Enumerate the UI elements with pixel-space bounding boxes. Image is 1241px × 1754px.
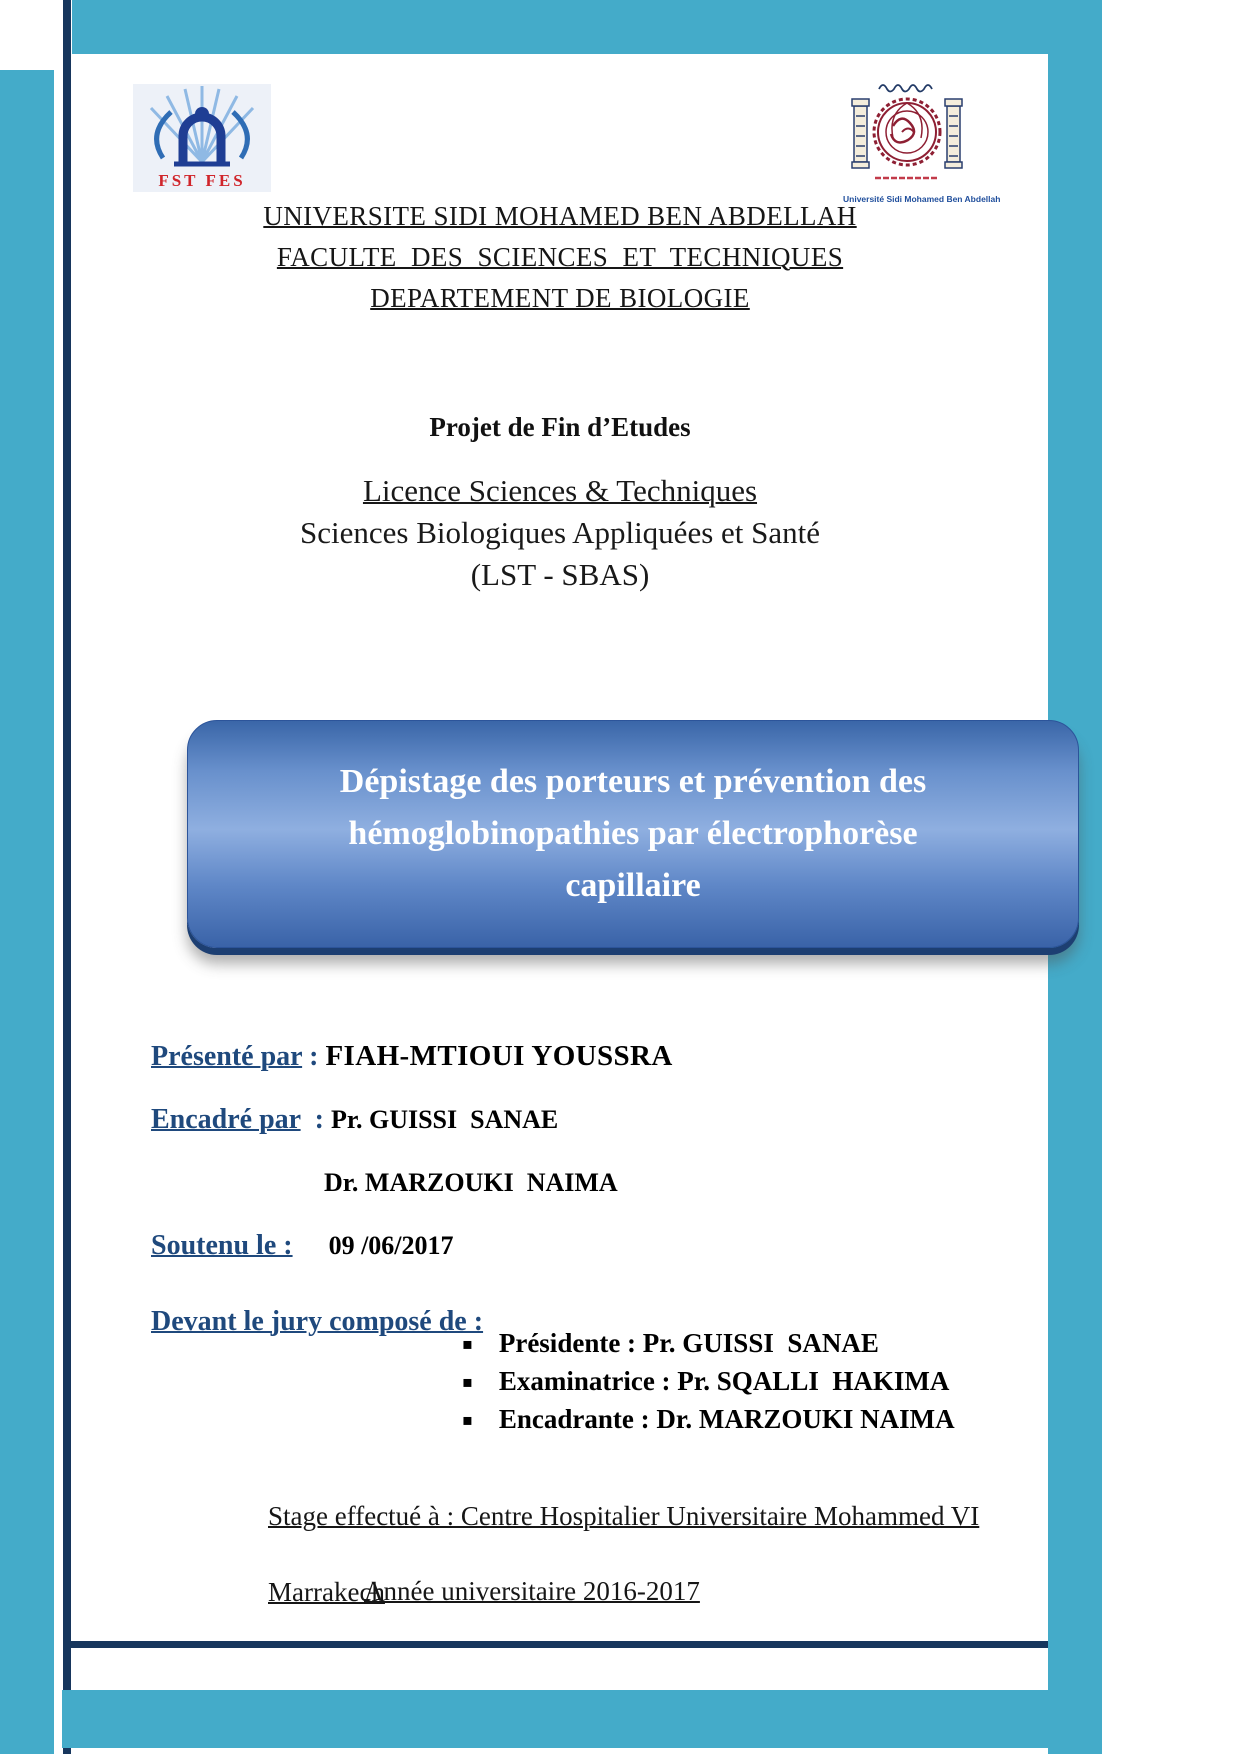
supervisor-1-name: Pr. GUISSI SANAE (330, 1105, 559, 1134)
presented-by-label: Présenté par (151, 1041, 303, 1072)
degree-specialty: Sciences Biologiques Appliquées et Santé (299, 515, 821, 550)
institution-header (72, 196, 1048, 319)
usmba-logo (843, 76, 1001, 204)
degree-abbreviation: (LST - SBAS) (470, 557, 650, 592)
thesis-title-line2: hémoglobinopathies par électrophorèse (348, 815, 918, 852)
internship-line1: Stage effectué à : Centre Hospitalier Universitaire Mohammed VI (268, 1501, 980, 1531)
jury-member-row (462, 1328, 955, 1366)
usmba-logo-graphic (843, 76, 971, 188)
defense-date-row (135, 1212, 454, 1280)
square-bullet-icon: ▪ (462, 1334, 473, 1353)
jury-member-advisor: Encadrante : Dr. MARZOUKI NAIMA (498, 1404, 955, 1434)
supervisor-2-row (308, 1150, 618, 1216)
border-top-bar (72, 0, 1048, 54)
border-left-navy-line (63, 0, 71, 1754)
defense-date-value: 09 /06/2017 (328, 1231, 454, 1260)
fst-logo-text: FST FES (158, 171, 246, 190)
jury-heading (135, 1288, 483, 1356)
left-minaret-icon (852, 99, 869, 168)
right-minaret-icon (945, 99, 962, 168)
fst-fes-logo (133, 84, 271, 192)
fst-logo-graphic (133, 84, 271, 192)
jury-member-president: Présidente : Pr. GUISSI SANAE (498, 1328, 879, 1358)
academic-year: Année universitaire 2016-2017 (364, 1576, 700, 1606)
defense-date-label: Soutenu le : (151, 1230, 293, 1261)
thesis-title-line3: capillaire (565, 867, 701, 904)
supervised-by-colon: : (300, 1104, 331, 1135)
square-bullet-icon: ▪ (462, 1410, 473, 1429)
border-bottom-bar (62, 1690, 1102, 1748)
arabic-calligraphy-mark (879, 85, 932, 92)
supervised-by-label: Encadré par (151, 1104, 301, 1135)
degree-block (72, 470, 1048, 596)
thesis-title-box (187, 720, 1079, 948)
jury-heading-label: Devant le jury composé de : (151, 1306, 484, 1337)
internship-line2: Marrakech (268, 1577, 385, 1607)
presented-by-row (135, 1022, 673, 1091)
jury-member-row (462, 1366, 955, 1404)
jury-list (462, 1328, 955, 1442)
academic-year-row (348, 1558, 700, 1625)
square-bullet-icon: ▪ (462, 1372, 473, 1391)
thesis-title-line1: Dépistage des porteurs et prévention des (339, 763, 927, 800)
department-name: DEPARTEMENT DE BIOLOGIE (370, 283, 750, 313)
degree-name: Licence Sciences & Techniques (362, 473, 758, 508)
project-type-heading: Projet de Fin d’Etudes (429, 412, 691, 442)
presented-by-colon: : (302, 1041, 326, 1072)
rosette-emblem-icon (874, 99, 940, 165)
author-name: FIAH-MTIOUI YOUSSRA (325, 1040, 673, 1072)
jury-member-examiner: Examinatrice : Pr. SQALLI HAKIMA (498, 1366, 950, 1396)
supervisor-2-name: Dr. MARZOUKI NAIMA (324, 1168, 618, 1197)
usmba-logo-caption: Université Sidi Mohamed Ben Abdellah (843, 194, 1001, 204)
faculty-name: FACULTE DES SCIENCES ET TECHNIQUES (276, 242, 844, 272)
university-name: UNIVERSITE SIDI MOHAMED BEN ABDELLAH (263, 201, 857, 231)
jury-member-row (462, 1404, 955, 1442)
supervised-by-row (135, 1086, 558, 1154)
border-left-bar (0, 70, 54, 1754)
